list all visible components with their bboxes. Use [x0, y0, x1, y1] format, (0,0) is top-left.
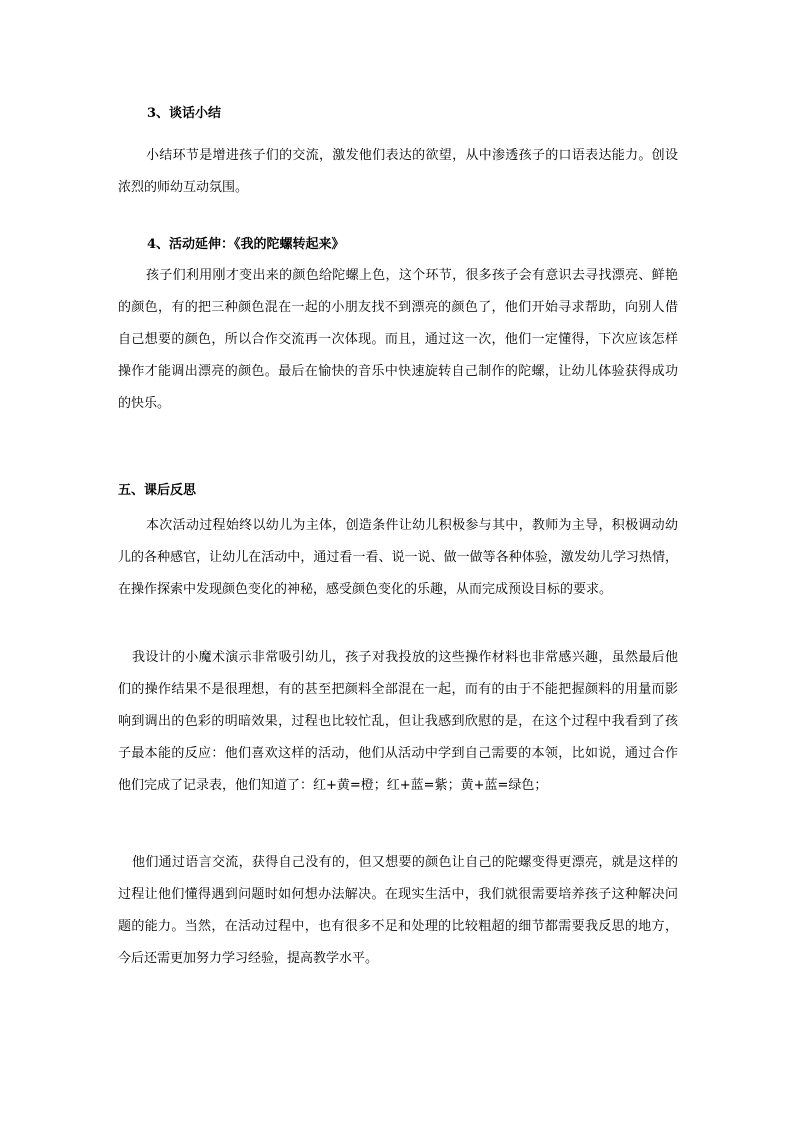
text-line: 我设计的小魔术演示非常吸引幼儿，孩子对我投放的这些操作材料也非常感兴趣，虽然最后他: [132, 650, 678, 665]
text-line: 的颜色，有的把三种颜色混在一起的小朋友找不到漂亮的颜色了，他们开始寻求帮助，向别人借: [118, 300, 678, 315]
section-4-paragraph: [118, 260, 678, 420]
text-line: 孩子们利用刚才变出来的颜色给陀螺上色，这个环节，很多孩子会有意识去寻找漂亮、鲜艳: [146, 268, 678, 283]
text-line: 本次活动过程始终以幼儿为主体，创造条件让幼儿积极参与其中，教师为主导，积极调动幼: [146, 518, 678, 533]
text-line: 的快乐。: [118, 396, 171, 411]
text-line: 题的能力。当然，在活动过程中，也有很多不足和处理的比较粗超的细节都需要我反思的地方，: [118, 919, 678, 934]
text-line: 子最本能的反应：他们喜欢这样的活动，他们从活动中学到自己需要的本领，比如说，通过合作: [118, 746, 678, 761]
text-line: 今后还需更加努力学习经验，提高教学水平。: [118, 951, 379, 966]
text-line: 他们通过语言交流，获得自己没有的，但又想要的颜色让自己的陀螺变得更漂亮，就是这样的: [132, 855, 678, 870]
reflection-paragraph-3: [118, 847, 678, 975]
section-5-heading: 五、课后反思: [118, 483, 197, 498]
section-4-heading: 4、活动延伸：《我的陀螺转起来》: [147, 237, 345, 252]
text-line: 操作才能调出漂亮的颜色。最后在愉快的音乐中快速旋转自己制作的陀螺，让幼儿体验获得成功: [118, 364, 678, 379]
text-line: 响到调出的色彩的明暗效果，过程也比较忙乱，但让我感到欣慰的是，在这个过程中我看到了孩: [118, 714, 678, 729]
text-line: 儿的各种感官，让幼儿在活动中，通过看一看、说一说、做一做等各种体验，激发幼儿学习热情，: [118, 550, 678, 565]
text-line: 过程让他们懂得遇到问题时如何想办法解决。在现实生活中，我们就很需要培养孩子这种解决问: [118, 887, 678, 902]
reflection-paragraph-1: [118, 510, 678, 606]
text-line: 们的操作结果不是很理想，有的甚至把颜料全部混在一起，而有的由于不能把握颜料的用量而影: [118, 682, 678, 697]
text-line: 在操作探索中发现颜色变化的神秘，感受颜色变化的乐趣，从而完成预设目标的要求。: [118, 582, 613, 597]
text-line: 自己想要的颜色，所以合作交流再一次体现。而且，通过这一次，他们一定懂得，下次应该怎样: [118, 332, 678, 347]
section-3-paragraph: [118, 140, 678, 204]
section-3-heading: 3、谈话小结: [147, 106, 222, 121]
text-line: 小结环节是增进孩子们的交流，激发他们表达的欲望，从中渗透孩子的口语表达能力。创设: [146, 148, 678, 163]
text-line: 浓烈的师幼互动氛围。: [118, 180, 249, 195]
text-line: 他们完成了记录表，他们知道了：红+黄=橙；红+蓝=紫；黄+蓝=绿色；: [118, 778, 548, 793]
reflection-paragraph-2: [118, 642, 678, 802]
